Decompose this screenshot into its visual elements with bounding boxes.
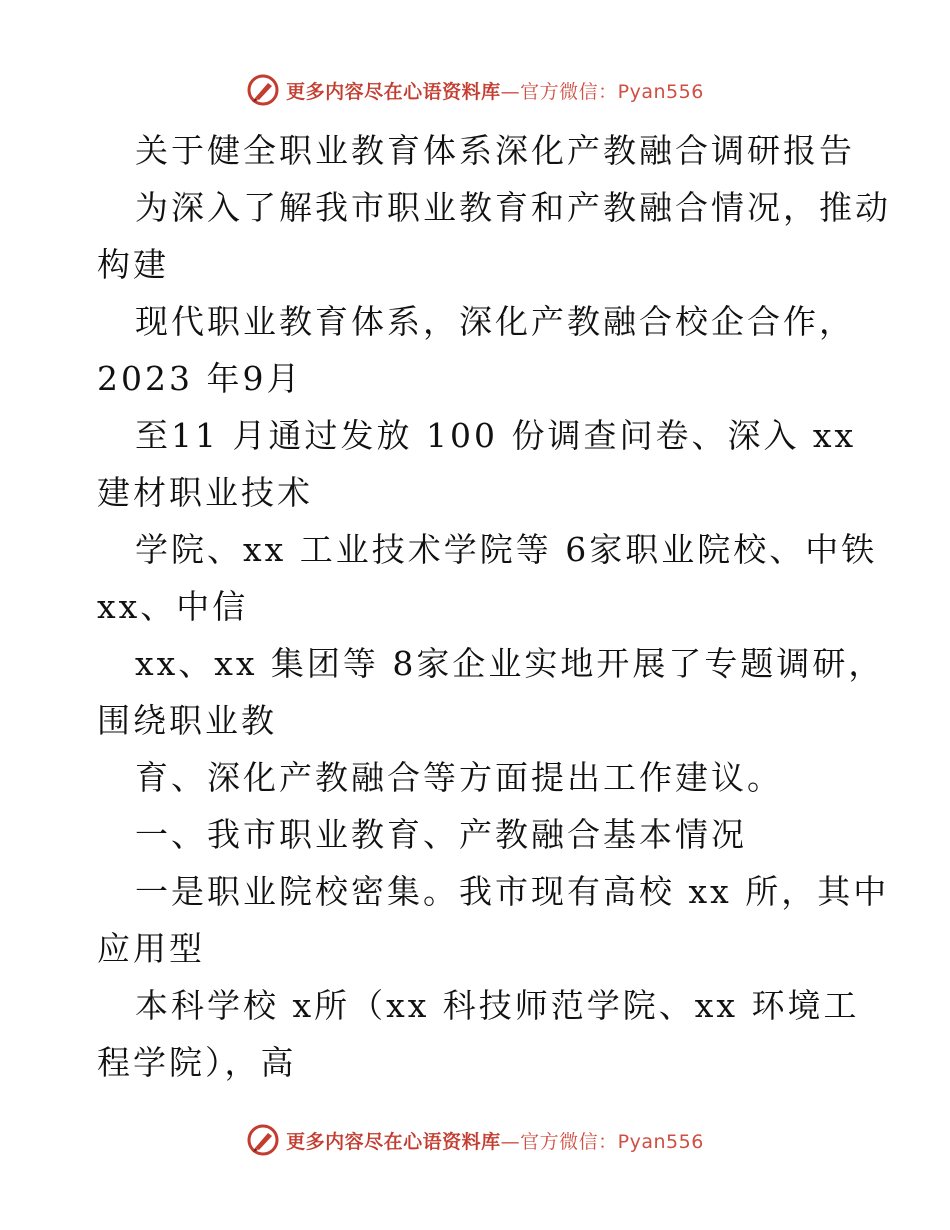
text-line: 围绕职业教 <box>97 701 277 740</box>
text-line: 2023 年9月 <box>97 359 303 398</box>
document-body <box>97 122 891 1091</box>
banner-site: 更多内容尽在心语资料库 <box>286 1130 501 1153</box>
banner-site: 更多内容尽在心语资料库 <box>286 80 501 103</box>
banner-text <box>286 77 704 104</box>
banner-separator: — <box>500 80 521 103</box>
banner-contact: 官方微信：Pyan556 <box>520 80 704 103</box>
text-line: 现代职业教育体系，深化产教融合校企合作， <box>135 302 855 341</box>
text-line: xx、xx 集团等 8家企业实地开展了专题调研， <box>135 644 885 683</box>
text-line: 建材职业技术 <box>97 473 313 512</box>
banner-text <box>286 1127 704 1154</box>
text-line: 育、深化产教融合等方面提出工作建议。 <box>135 758 783 797</box>
banner-separator: — <box>500 1130 521 1153</box>
text-line: 一、我市职业教育、产教融合基本情况 <box>135 815 747 854</box>
text-line: 为深入了解我市职业教育和产教融合情况，推动 <box>135 188 891 227</box>
pen-logo-icon <box>246 73 280 107</box>
text-line: 一是职业院校密集。我市现有高校 xx 所，其中 <box>135 872 890 911</box>
footer-banner <box>0 1120 950 1160</box>
text-line: 关于健全职业教育体系深化产教融合调研报告 <box>135 131 855 170</box>
text-line: xx、中信 <box>97 587 249 626</box>
text-line: 至11 月通过发放 100 份调查问卷、深入 xx <box>135 416 857 455</box>
banner-content <box>246 1123 704 1157</box>
banner-contact: 官方微信：Pyan556 <box>520 1130 704 1153</box>
header-banner <box>0 70 950 110</box>
text-line: 应用型 <box>97 929 205 968</box>
text-line: 学院、xx 工业技术学院等 6家职业院校、中铁 <box>135 530 878 569</box>
banner-content <box>246 73 704 107</box>
text-line: 构建 <box>97 245 169 284</box>
text-line: 本科学校 x所（xx 科技师范学院、xx 环境工 <box>135 986 860 1025</box>
pen-logo-icon <box>246 1123 280 1157</box>
text-line: 程学院），高 <box>97 1043 297 1082</box>
